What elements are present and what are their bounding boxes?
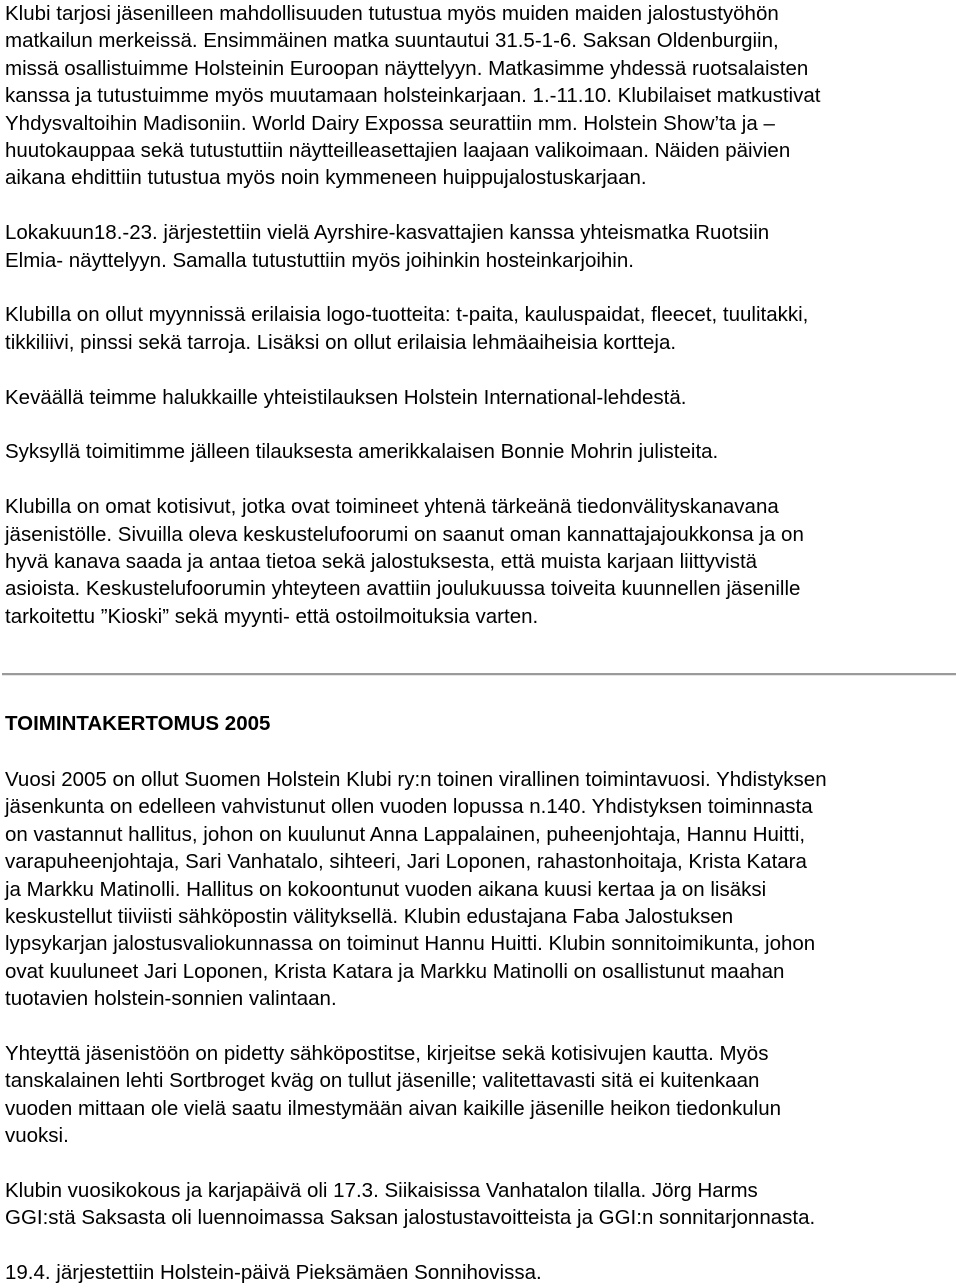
text-line: on vastannut hallitus, johon on kuulunut Anna Lappalainen, puheenjohtaja, Hannu Huitti,: [5, 822, 806, 846]
horizontal-divider: [2, 673, 956, 676]
text-line: Elmia- näyttelyyn. Samalla tutustuttiin myös joihinkin hosteinkarjoihin.: [5, 248, 634, 272]
text-line: Klubilla on ollut myynnissä erilaisia logo-tuotteita: t-paita, kauluspaidat, fleecet, tuulitakki,: [5, 303, 809, 327]
paragraph-gap: [5, 1232, 957, 1259]
text-line: Keväällä teimme halukkaille yhteistilauksen Holstein International-lehdestä.: [5, 385, 687, 409]
text-line: Lokakuun18.-23. järjestettiin vielä Ayrshire-kasvattajien kanssa yhteismatka Ruotsiin: [5, 221, 770, 245]
document-section-2: [5, 766, 957, 1287]
paragraph-gap: [5, 356, 957, 383]
text-line: jäsenkunta on edelleen vahvistunut ollen vuoden lopussa n.140. Yhdistyksen toiminnasta: [5, 795, 813, 819]
text-line: ovat kuuluneet Jari Loponen, Krista Katara ja Markku Matinolli on osallistunut maahan: [5, 959, 785, 983]
text-line: Yhteyttä jäsenistöön on pidetty sähköpostitse, kirjeitse sekä kotisivujen kautta. Myös: [5, 1042, 769, 1066]
text-line: missä osallistuimme Holsteinin Euroopan näyttelyyn. Matkasimme yhdessä ruotsalaisten: [5, 56, 809, 80]
text-line: 19.4. järjestettiin Holstein-päivä Pieksämäen Sonnihovissa.: [5, 1261, 542, 1285]
paragraph-year-summary: [5, 766, 957, 1013]
paragraph-merchandise: [5, 301, 957, 356]
text-line: varapuheenjohtaja, Sari Vanhatalo, sihteeri, Jari Loponen, rahastonhoitaja, Krista Katara: [5, 850, 807, 874]
text-line: Vuosi 2005 on ollut Suomen Holstein Klubi ry:n toinen virallinen toimintavuosi. Yhdistyksen: [5, 768, 827, 791]
paragraph-holstein-day: [5, 1259, 957, 1286]
text-line: tanskalainen lehti Sortbroget kväg on tullut jäsenille; valitettavasti sitä ei kuitenkaan: [5, 1069, 760, 1093]
text-line: Klubin vuosikokous ja karjapäivä oli 17.3. Siikaisissa Vanhatalon tilalla. Jörg Harms: [5, 1179, 758, 1203]
paragraph-gap: [5, 1013, 957, 1040]
paragraph-gap: [5, 411, 957, 438]
text-line: aikana ehdittiin tutustua myös noin kymmeneen huippujalostuskarjaan.: [5, 166, 647, 190]
text-line: lypsykarjan jalostusvaliokunnassa on toiminut Hannu Huitti. Klubin sonnitoimikunta, johon: [5, 932, 816, 956]
text-line: Klubilla on omat kotisivut, jotka ovat toimineet yhtenä tärkeänä tiedonvälityskanavana: [5, 495, 779, 519]
paragraph-communication: [5, 1040, 957, 1150]
text-line: tikkiliivi, pinssi sekä tarroja. Lisäksi on ollut erilaisia lehmäaiheisia kortteja.: [5, 330, 677, 354]
text-line: jäsenistölle. Sivuilla oleva keskustelufoorumi on saanut oman kannattajajoukkonsa ja on: [5, 522, 804, 546]
paragraph-posters: [5, 438, 957, 465]
text-line: huutokauppaa sekä tutustuttiin näytteilleasettajien laajaan valikoimaan. Näiden päivien: [5, 139, 791, 163]
text-line: tuotavien holstein-sonnien valintaan.: [5, 987, 337, 1011]
text-line: Syksyllä toimitimme jälleen tilauksesta amerikkalaisen Bonnie Mohrin julisteita.: [5, 440, 719, 464]
paragraph-gap: [5, 1150, 957, 1177]
paragraph-travel: [5, 0, 957, 192]
text-line: matkailun merkeissä. Ensimmäinen matka suuntautui 31.5-1-6. Saksan Oldenburgiin,: [5, 29, 779, 53]
text-line: GGI:stä Saksasta oli luennoimassa Saksan jalostustavoitteista ja GGI:n sonnitarjonnasta.: [5, 1206, 816, 1230]
text-line: kanssa ja tutustuimme myös muutamaan holsteinkarjaan. 1.-11.10. Klubilaiset matkustivat: [5, 84, 821, 108]
document-section-1: [5, 0, 957, 630]
paragraph-annual-meeting: [5, 1177, 957, 1232]
paragraph-elmia: [5, 219, 957, 274]
paragraph-gap: [5, 192, 957, 219]
paragraph-gap: [5, 466, 957, 493]
text-line: asioista. Keskustelufoorumin yhteyteen avattiin joulukuussa toiveita kuunnellen jäsenille: [5, 577, 801, 601]
text-line: keskustellut tiiviisti sähköpostin välityksellä. Klubin edustajana Faba Jalostuksen: [5, 905, 734, 929]
text-line: Klubi tarjosi jäsenilleen mahdollisuuden tutustua myös muiden maiden jalostustyöhön: [5, 2, 779, 25]
text-line: tarkoitettu ”Kioski” sekä myynti- että ostoilmoituksia varten.: [5, 604, 539, 628]
section-heading: TOIMINTAKERTOMUS 2005: [5, 712, 271, 735]
text-line: vuoden mittaan ole vielä saatu ilmestymään aivan kaikille jäsenille heikon tiedonkulun: [5, 1096, 782, 1120]
paragraph-gap: [5, 274, 957, 301]
text-line: vuoksi.: [5, 1124, 69, 1148]
paragraph-website: [5, 493, 957, 630]
text-line: ja Markku Matinolli. Hallitus on kokoontunut vuoden aikana kuusi kertaa ja on lisäksi: [5, 877, 767, 901]
text-line: hyvä kanava saada ja antaa tietoa sekä jalostuksesta, että muista karjaan liittyvistä: [5, 550, 758, 574]
paragraph-magazine: [5, 384, 957, 411]
text-line: Yhdysvaltoihin Madisoniin. World Dairy Expossa seurattiin mm. Holstein Show’ta ja –: [5, 111, 775, 135]
